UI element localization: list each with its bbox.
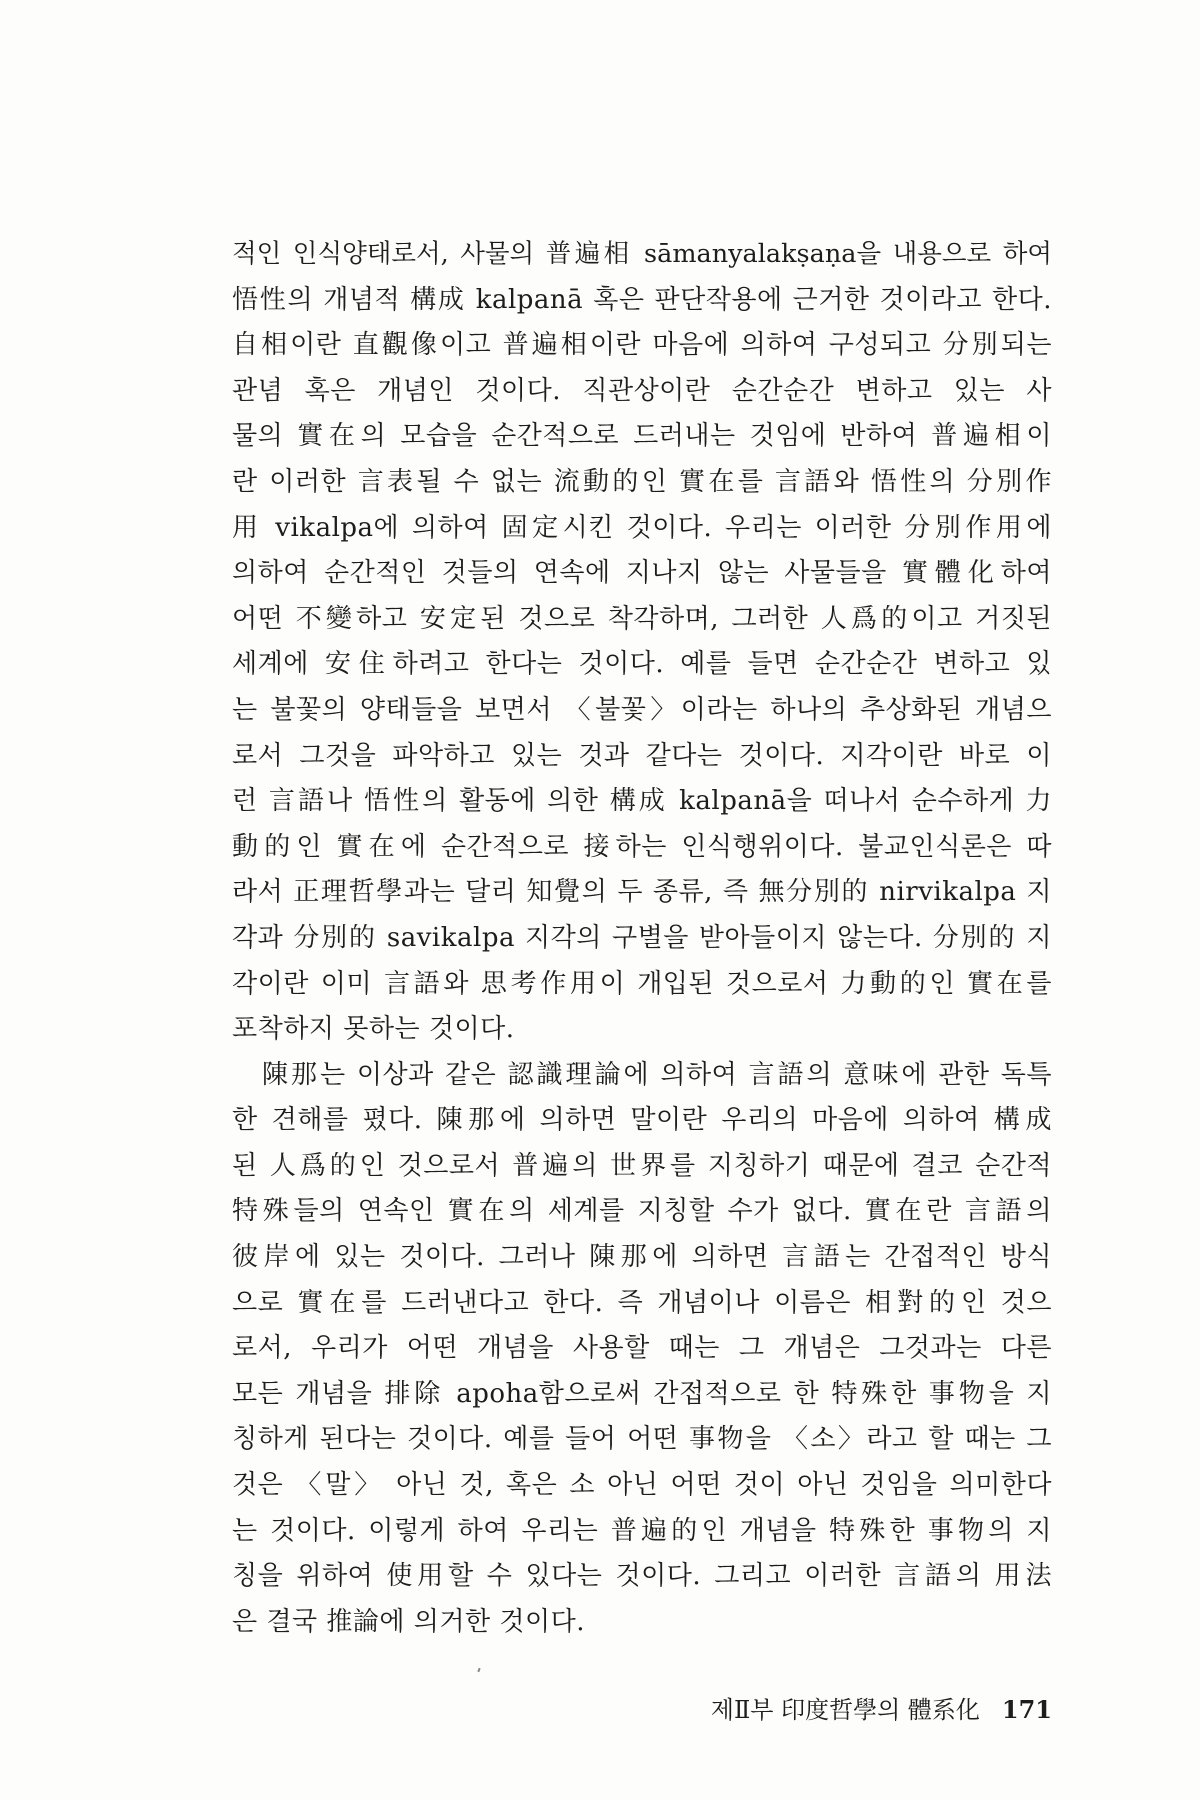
text-line: 각과 分別的 savikalpa 지각의 구별을 받아들이지 않는다. 分別的 지 bbox=[232, 922, 1052, 953]
text-line: 어떤 不變하고 安定된 것으로 착각하며, 그러한 人爲的이고 거짓된 bbox=[232, 603, 1052, 634]
text-line: 칭을 위하여 使用할 수 있다는 것이다. 그리고 이러한 言語의 用法 bbox=[232, 1561, 1052, 1592]
text-line: 特殊들의 연속인 實在의 세계를 지칭할 수가 없다. 實在란 言語의 bbox=[232, 1196, 1052, 1227]
text-line: 모든 개념을 排除 apoha함으로써 간접적으로 한 特殊한 事物을 지 bbox=[232, 1378, 1052, 1409]
text-line: 動的인 實在에 순간적으로 接하는 인식행위이다. 불교인식론은 따 bbox=[232, 831, 1052, 862]
running-footer bbox=[700, 1690, 1052, 1725]
paragraph bbox=[232, 232, 1052, 1053]
text-line: 陳那는 이상과 같은 認識理論에 의하여 言語의 意味에 관한 독특 bbox=[262, 1059, 1052, 1090]
text-line: 물의 實在의 모습을 순간적으로 드러내는 것임에 반하여 普遍相이 bbox=[232, 421, 1052, 452]
text-line: 포착하지 못하는 것이다. bbox=[232, 1014, 515, 1045]
text-line: 것은 〈말〉 아닌 것, 혹은 소 아닌 어떤 것이 아닌 것임을 의미한다 bbox=[232, 1470, 1052, 1501]
text-line: 用 vikalpa에 의하여 固定시킨 것이다. 우리는 이러한 分別作用에 bbox=[232, 512, 1052, 543]
text-line: 는 불꽃의 양태들을 보면서 〈불꽃〉이라는 하나의 추상화된 개념으 bbox=[232, 694, 1052, 725]
text-line: 각이란 이미 言語와 思考作用이 개입된 것으로서 力動的인 實在를 bbox=[232, 968, 1052, 999]
text-line: 悟性의 개념적 構成 kalpanā 혹은 판단작용에 근거한 것이라고 한다. bbox=[232, 284, 1052, 315]
text-line: 彼岸에 있는 것이다. 그러나 陳那에 의하면 言語는 간접적인 방식 bbox=[232, 1242, 1052, 1273]
body-text bbox=[232, 232, 1052, 1645]
page-number: 171 bbox=[1001, 1695, 1052, 1724]
text-line: 로서, 우리가 어떤 개념을 사용할 때는 그 개념은 그것과는 다른 bbox=[232, 1333, 1052, 1364]
text-line: 으로 實在를 드러낸다고 한다. 즉 개념이나 이름은 相對的인 것으 bbox=[232, 1287, 1052, 1318]
text-line: 된 人爲的인 것으로서 普遍의 世界를 지칭하기 때문에 결코 순간적 bbox=[232, 1150, 1052, 1181]
paragraph bbox=[232, 1053, 1052, 1646]
text-line: 은 결국 推論에 의거한 것이다. bbox=[232, 1606, 585, 1637]
text-line: 의하여 순간적인 것들의 연속에 지나지 않는 사물들을 實體化하여 bbox=[232, 558, 1052, 589]
text-line: 칭하게 된다는 것이다. 예를 들어 어떤 事物을 〈소〉라고 할 때는 그 bbox=[232, 1424, 1052, 1455]
text-line: 관념 혹은 개념인 것이다. 직관상이란 순간순간 변하고 있는 사 bbox=[232, 375, 1052, 406]
text-line: 런 言語나 悟性의 활동에 의한 構成 kalpanā을 떠나서 순수하게 力 bbox=[232, 786, 1052, 817]
text-line: 自相이란 直觀像이고 普遍相이란 마음에 의하여 구성되고 分別되는 bbox=[232, 330, 1052, 361]
footer-section-title: 제Ⅱ부 印度哲學의 體系化 bbox=[710, 1696, 980, 1724]
text-line: 라서 正理哲學과는 달리 知覺의 두 종류, 즉 無分別的 nirvikalpa 지 bbox=[232, 877, 1052, 908]
text-line: 적인 인식양태로서, 사물의 普遍相 sāmanyalakṣaṇa을 내용으로 하여 bbox=[232, 239, 1052, 269]
text-line: 란 이러한 言表될 수 없는 流動的인 實在를 言語와 悟性의 分別作 bbox=[232, 466, 1052, 497]
ink-speck bbox=[477, 1668, 480, 1672]
text-line: 로서 그것을 파악하고 있는 것과 같다는 것이다. 지각이란 바로 이 bbox=[232, 740, 1052, 771]
text-line: 세계에 安住하려고 한다는 것이다. 예를 들면 순간순간 변하고 있 bbox=[232, 649, 1052, 680]
text-line: 는 것이다. 이렇게 하여 우리는 普遍的인 개념을 特殊한 事物의 지 bbox=[232, 1515, 1052, 1546]
text-line: 한 견해를 폈다. 陳那에 의하면 말이란 우리의 마음에 의하여 構成 bbox=[232, 1105, 1052, 1136]
